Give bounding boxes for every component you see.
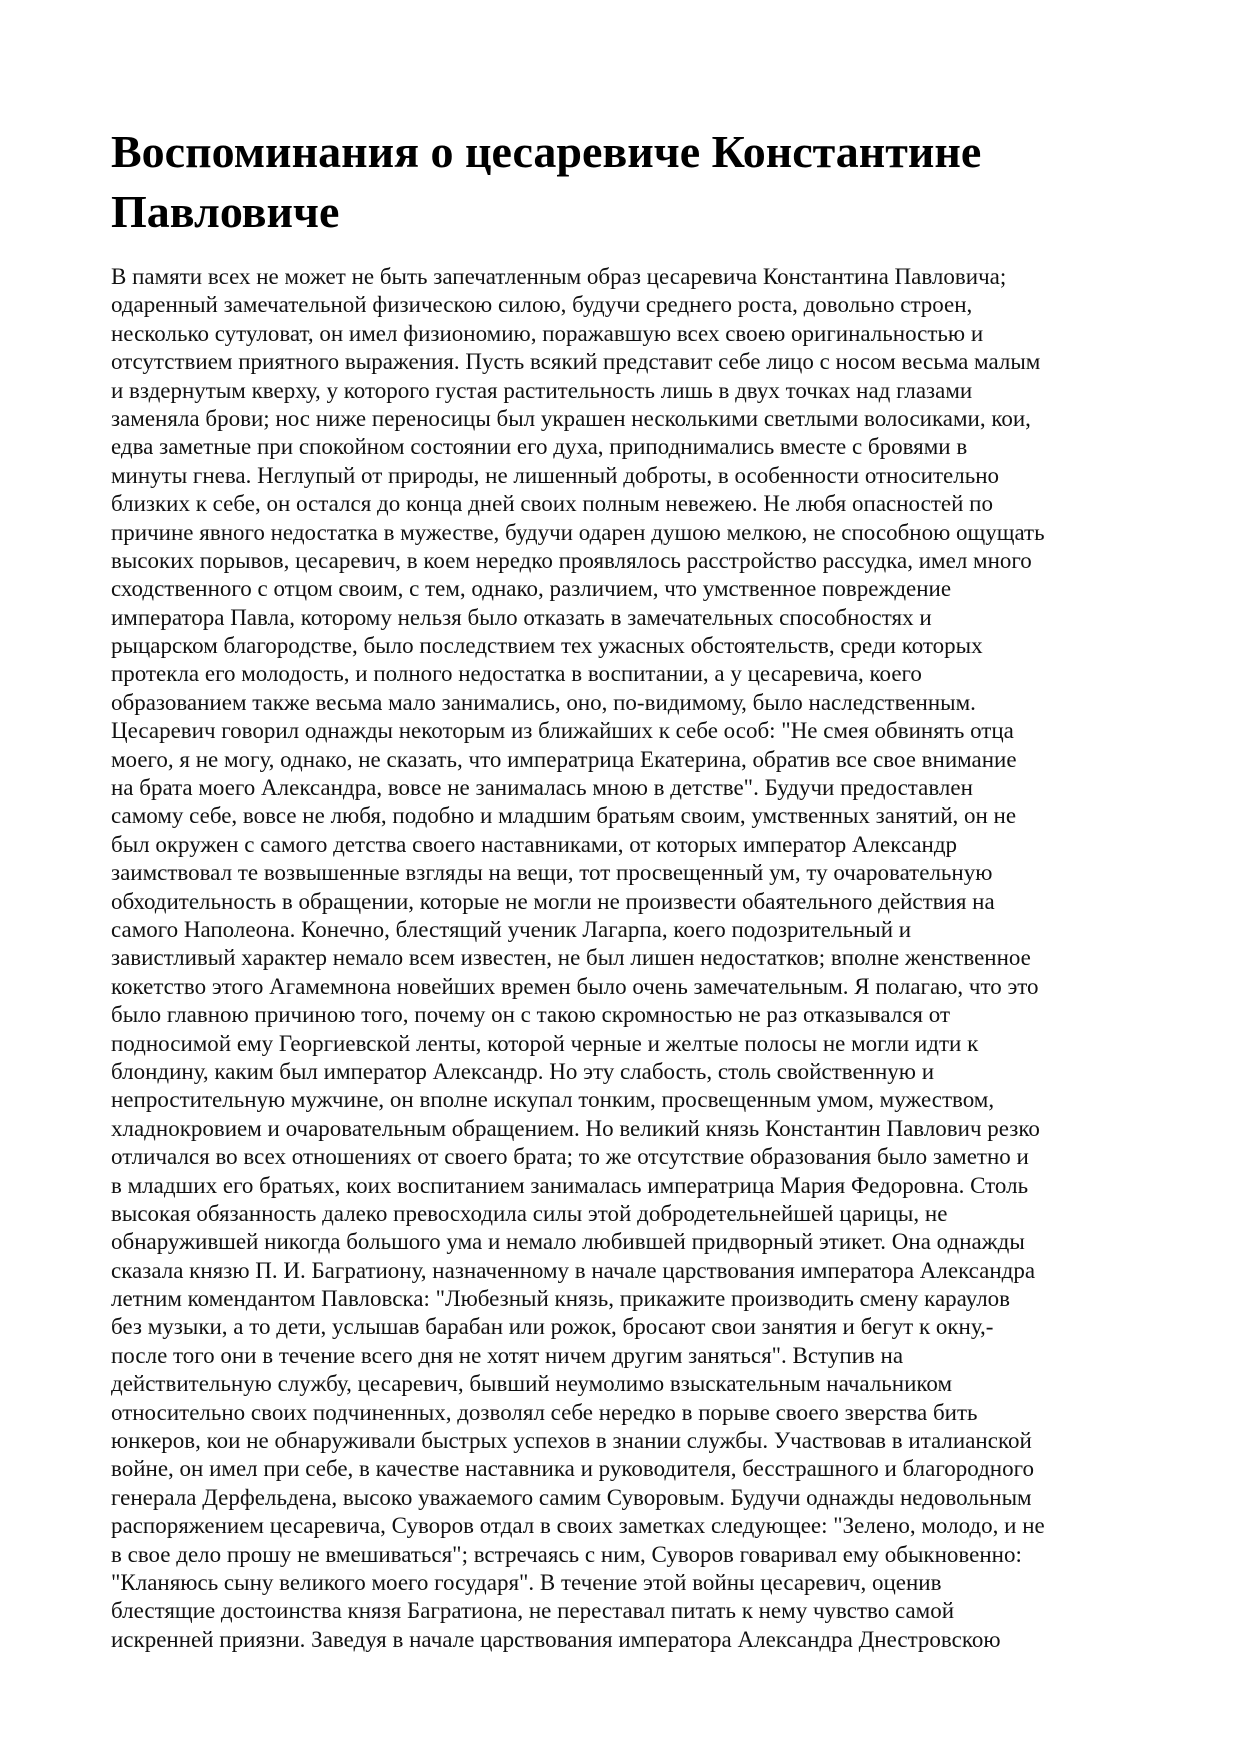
text-line: летним комендантом Павловска: "Любезный князь, прикажите производить смену караулов — [111, 1286, 1011, 1312]
text-line: юнкеров, кои не обнаруживали быстрых успехов в знании службы. Участвовав в италианской — [111, 1428, 1032, 1454]
text-line: действительную службу, цесаревич, бывший неумолимо взыскательным начальником — [111, 1371, 953, 1397]
text-line: протекла его молодость, и полного недостатка в воспитании, а у цесаревича, коего — [111, 661, 922, 687]
text-line: искренней приязни. Заведуя в начале царствования императора Александра Днестровскою — [111, 1626, 1001, 1652]
text-line: без музыки, а то дети, услышав барабан или рожок, бросают свои занятия и бегут к окну,- — [111, 1314, 994, 1340]
text-line: высокая обязанность далеко превосходила силы этой добродетельнейшей царицы, не — [111, 1200, 948, 1226]
body-paragraph — [111, 263, 1141, 1654]
text-line: сказала князю П. И. Багратиону, назначенному в начале царствования императора Александра — [111, 1257, 1036, 1283]
text-line: едва заметные при спокойном состоянии его духа, приподнимались вместе с бровями в — [111, 434, 968, 460]
text-line: блестящие достоинства князя Багратиона, не переставал питать к нему чувство самой — [111, 1598, 955, 1624]
text-line: относительно своих подчиненных, дозволял себе нередко в порыве своего зверства бить — [111, 1399, 978, 1425]
text-line: императора Павла, которому нельзя было отказать в замечательных способностях и — [111, 604, 932, 630]
text-line: был окружен с самого детства своего наставниками, от которых император Александр — [111, 831, 958, 857]
text-line: в свое дело прошу не вмешиваться"; встречаясь с ним, Суворов говаривал ему обыкновенно: — [111, 1541, 1022, 1567]
text-line: кокетство этого Агамемнона новейших времен было очень замечательным. Я полагаю, что это — [111, 973, 1039, 999]
text-line: завистливый характер немало всем известен, не был лишен недостатков; вполне женственное — [111, 945, 1031, 971]
text-line: было главною причиною того, почему он с такою скромностью не раз отказывался от — [111, 1002, 950, 1028]
text-line: образованием также весьма мало занимались, оно, по-видимому, было наследственным. — [111, 689, 976, 715]
text-line: моего, я не могу, однако, не сказать, что императрица Екатерина, обратив все свое внимание — [111, 746, 1017, 772]
text-line: на брата моего Александра, вовсе не занималась мною в детстве". Будучи предоставлен — [111, 775, 973, 801]
text-line: и вздернутым кверху, у которого густая растительность лишь в двух точках над глазами — [111, 377, 973, 403]
text-line: после того они в течение всего дня не хотят ничем другим заняться". Вступив на — [111, 1342, 904, 1368]
text-line: блондину, каким был император Александр. Но эту слабость, столь свойственную и — [111, 1058, 935, 1084]
text-line: высоких порывов, цесаревич, в коем нередко проявлялось расстройство рассудка, имел много — [111, 547, 1032, 573]
text-line: одаренный замечательной физическою силою, будучи среднего роста, довольно строен, — [111, 292, 973, 318]
text-line: Цесаревич говорил однажды некоторым из ближайших к себе особ: "Не смея обвинять отца — [111, 718, 1014, 744]
text-line: близких к себе, он остался до конца дней своих полным невежею. Не любя опасностей по — [111, 491, 993, 517]
text-line: самого Наполеона. Конечно, блестящий ученик Лагарпа, коего подозрительный и — [111, 916, 912, 942]
text-line: войне, он имел при себе, в качестве наставника и руководителя, бесстрашного и благородного — [111, 1456, 1034, 1482]
text-line: распоряжением цесаревича, Суворов отдал в своих заметках следующее: "Зелено, молодо, и не — [111, 1513, 1045, 1539]
text-line: подносимой ему Георгиевской ленты, которой черные и желтые полосы не могли идти к — [111, 1030, 979, 1056]
document-title: Воспоминания о цесаревиче Константине Павловиче — [111, 126, 982, 237]
text-line: отличался во всех отношениях от своего брата; то же отсутствие образования было заметно и — [111, 1144, 1029, 1170]
document-page — [111, 0, 1141, 1654]
text-line: сходственного с отцом своим, с тем, однако, различием, что умственное повреждение — [111, 576, 952, 602]
text-line: хладнокровием и очаровательным обращением. Но великий князь Константин Павлович резко — [111, 1115, 1040, 1141]
text-line: в младших его братьях, коих воспитанием занималась императрица Мария Федоровна. Столь — [111, 1172, 1029, 1198]
text-line: В памяти всех не может не быть запечатленным образ цесаревича Константина Павловича; — [111, 264, 1007, 289]
text-line: самому себе, вовсе не любя, подобно и младшим братьям своим, умственных занятий, он не — [111, 803, 1017, 829]
text-line: минуты гнева. Неглупый от природы, не лишенный доброты, в особенности относительно — [111, 462, 1000, 488]
text-line: заимствовал те возвышенные взгляды на вещи, тот просвещенный ум, ту очаровательную — [111, 860, 993, 886]
text-line: причине явного недостатка в мужестве, будучи одарен душою мелкою, не способною ощущать — [111, 519, 1045, 545]
text-line: рыцарском благородстве, было последствием тех ужасных обстоятельств, среди которых — [111, 633, 983, 659]
text-line: отсутствием приятного выражения. Пусть всякий представит себе лицо с носом весьма малым — [111, 349, 1041, 375]
text-line: обходительность в обращении, которые не могли не произвести обаятельного действия на — [111, 888, 995, 914]
text-line: заменяла брови; нос ниже переносицы был украшен несколькими светлыми волосиками, кои, — [111, 405, 1031, 431]
text-line: "Кланяюсь сыну великого моего государя". В течение этой войны цесаревич, оценив — [111, 1569, 942, 1595]
text-line: генерала Дерфельдена, высоко уважаемого самим Суворовым. Будучи однажды недовольным — [111, 1484, 1032, 1510]
text-line: обнаружившей никогда большого ума и немало любившей придворный этикет. Она однажды — [111, 1229, 1025, 1255]
text-line: несколько сутуловат, он имел физиономию, поражавшую всех своею оригинальностью и — [111, 320, 984, 346]
text-line: непростительную мужчине, он вполне искупал тонким, просвещенным умом, мужеством, — [111, 1087, 995, 1113]
